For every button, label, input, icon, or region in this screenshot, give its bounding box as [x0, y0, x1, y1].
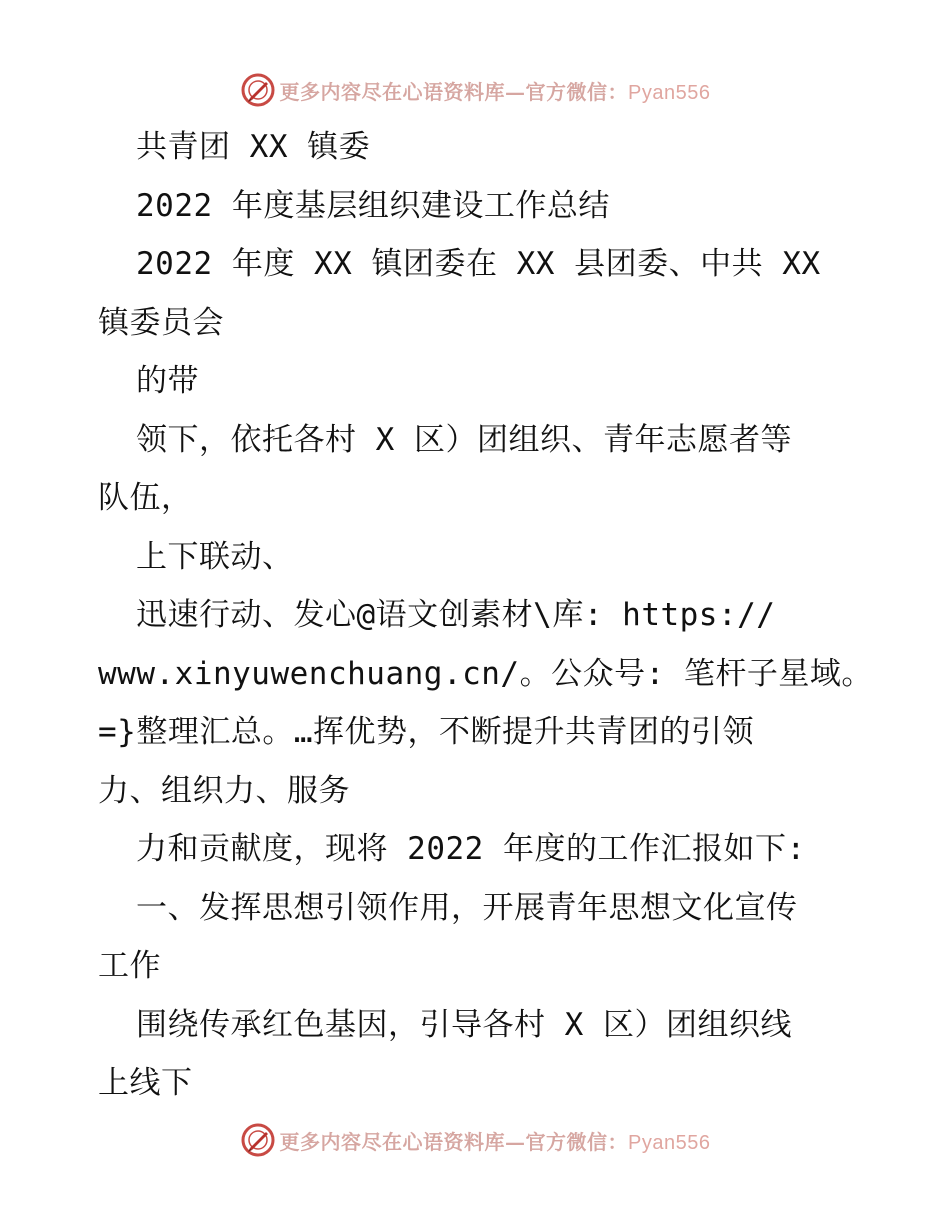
doc-line-17: 上线下	[98, 1065, 193, 1101]
doc-line-15: 工作	[98, 948, 161, 984]
doc-line-13: 力和贡献度，现将 2022 年度的工作汇报如下:	[136, 831, 806, 867]
doc-line-4: 镇委员会	[98, 304, 224, 341]
doc-line-9: 迅速行动、发心@语文创素材\库: https://	[136, 597, 776, 633]
doc-line-1: 共青团 XX 镇委	[136, 129, 371, 165]
document-body	[98, 118, 873, 1113]
pen-logo-icon	[240, 72, 276, 108]
doc-line-7: 队伍，	[98, 480, 193, 516]
doc-line-5: 的带	[136, 363, 199, 399]
watermark-text: 更多内容尽在心语资料库—官方微信：	[279, 1129, 629, 1154]
watermark-wechat-id: Pyan556	[628, 81, 711, 104]
footer-watermark-banner	[0, 1120, 950, 1160]
pen-logo-icon	[240, 1122, 276, 1158]
doc-line-16: 围绕传承红色基因，引导各村 X 区）团组织线	[136, 1006, 792, 1043]
doc-line-6: 领下，依托各村 X 区）团组织、青年志愿者等	[136, 421, 792, 458]
doc-line-3: 2022 年度 XX 镇团委在 XX 县团委、中共 XX	[136, 246, 821, 282]
doc-line-10: www.xinyuwenchuang.cn/。公众号: 笔杆子星域。	[98, 655, 873, 692]
doc-line-11: =}整理汇总。…挥优势，不断提升共青团的引领	[98, 714, 754, 750]
header-watermark-banner	[0, 70, 950, 110]
watermark-text: 更多内容尽在心语资料库—官方微信：	[279, 79, 629, 104]
doc-line-14: 一、发挥思想引领作用，开展青年思想文化宣传	[136, 889, 798, 926]
doc-line-12: 力、组织力、服务	[98, 772, 350, 809]
doc-line-2: 2022 年度基层组织建设工作总结	[136, 187, 610, 224]
doc-line-8: 上下联动、	[136, 538, 294, 575]
watermark-wechat-id: Pyan556	[628, 1131, 711, 1154]
